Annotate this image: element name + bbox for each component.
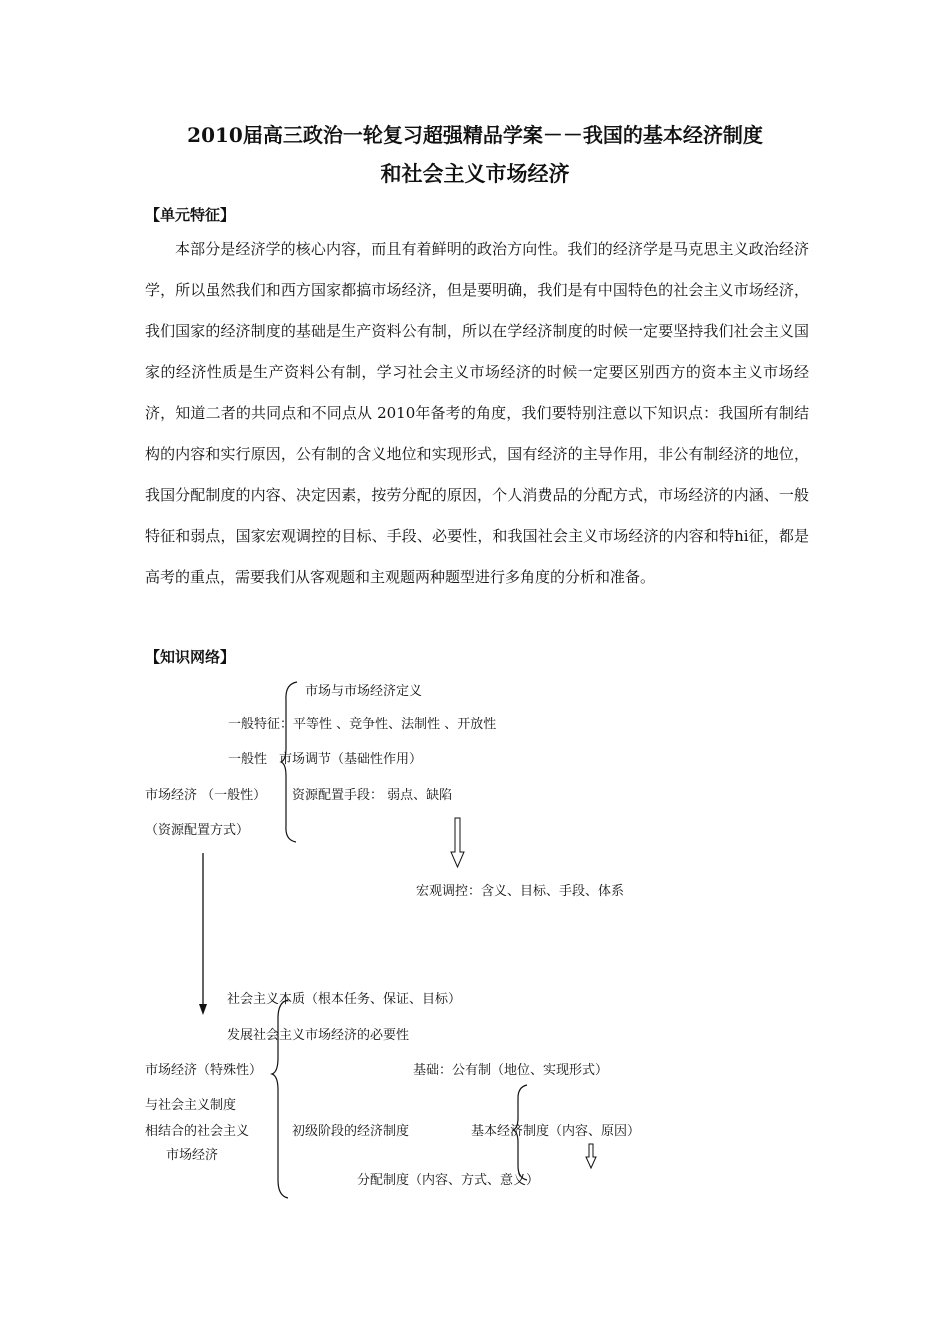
title-line-1: 2010届高三政治一轮复习超强精品学案－－我国的基本经济制度 xyxy=(187,123,763,147)
combined-label-line-2: 相结合的社会主义 xyxy=(145,1124,250,1139)
market-economy-special-label: 市场经济（特殊性） xyxy=(145,1063,263,1078)
unit-features-paragraph: 本部分是经济学的核心内容，而且有着鲜明的政治方向性。我们的经济学是马克思主义政治经济学，所以虽然我们和西方国家都搞市场经济，但是要明确，我们是有中国特色的社会主义市场经济，我们国家的经济制度的基础是生产资料公有制，所以在学经济制度的时候一定要坚持我们社会主义国家的经济性质是生产资料公有制，学习社会主义市场经济的时候一定要区别西方的资本主义市场经济，知道二者的共同点和不同点从 2010年备考的角度，我们要特别注意以下知识点：我国所有制结构的内容和实行原因，公有制的含义地位和实现形式，国有经济的主导作用，非公有制经济的地位，我国分配制度的内容、决定因素，按劳分配的原因，个人消费品的分配方式，市场经济的内涵、一般特征和弱点，国家宏观调控的目标、手段、必要性，和我国社会主义市场经济的内容和特hi征，都是高考的重点，需要我们从客观题和主观题两种题型进行多角度的分析和准备。 xyxy=(145,240,809,586)
development-necessity-label: 发展社会主义市场经济的必要性 xyxy=(227,1028,410,1043)
market-definition-label: 市场与市场经济定义 xyxy=(305,684,423,699)
primary-stage-system-label: 初级阶段的经济制度 xyxy=(292,1124,410,1139)
public-ownership-basis-label: 基础：公有制（地位、实现形式） xyxy=(413,1063,609,1078)
arrow-head-down xyxy=(199,1004,207,1015)
hollow-arrow-distribution xyxy=(586,1144,596,1168)
distribution-system-label: 分配制度（内容、方式、意义） xyxy=(357,1173,540,1188)
combined-label-line-3: 市场经济 xyxy=(166,1148,219,1163)
socialism-essence-label: 社会主义本质（根本任务、保证、目标） xyxy=(227,992,462,1007)
combined-label-line-1: 与社会主义制度 xyxy=(145,1098,237,1113)
general-features-label: 一般特征：平等性 、竞争性、法制性 、开放性 xyxy=(228,717,497,732)
market-regulation-label: 市场调节（基础性作用） xyxy=(279,752,423,767)
title-line-2: 和社会主义市场经济 xyxy=(380,161,570,186)
market-economy-general-label: 市场经济 （一般性） xyxy=(145,788,267,803)
basic-economic-system-label: 基本经济制度（内容、原因） xyxy=(471,1124,641,1139)
resource-allocation-method-label: （资源配置方式） xyxy=(145,823,250,838)
section-heading-unit-features: 【单元特征】 xyxy=(145,206,236,224)
generality-label: 一般性 xyxy=(228,752,268,767)
macro-control-label: 宏观调控：含义、目标、手段、体系 xyxy=(416,884,625,899)
resource-allocation-label: 资源配置手段： 弱点、缺陷 xyxy=(292,788,453,803)
section-heading-knowledge-network: 【知识网络】 xyxy=(145,648,236,666)
hollow-arrow-macro xyxy=(451,818,464,867)
